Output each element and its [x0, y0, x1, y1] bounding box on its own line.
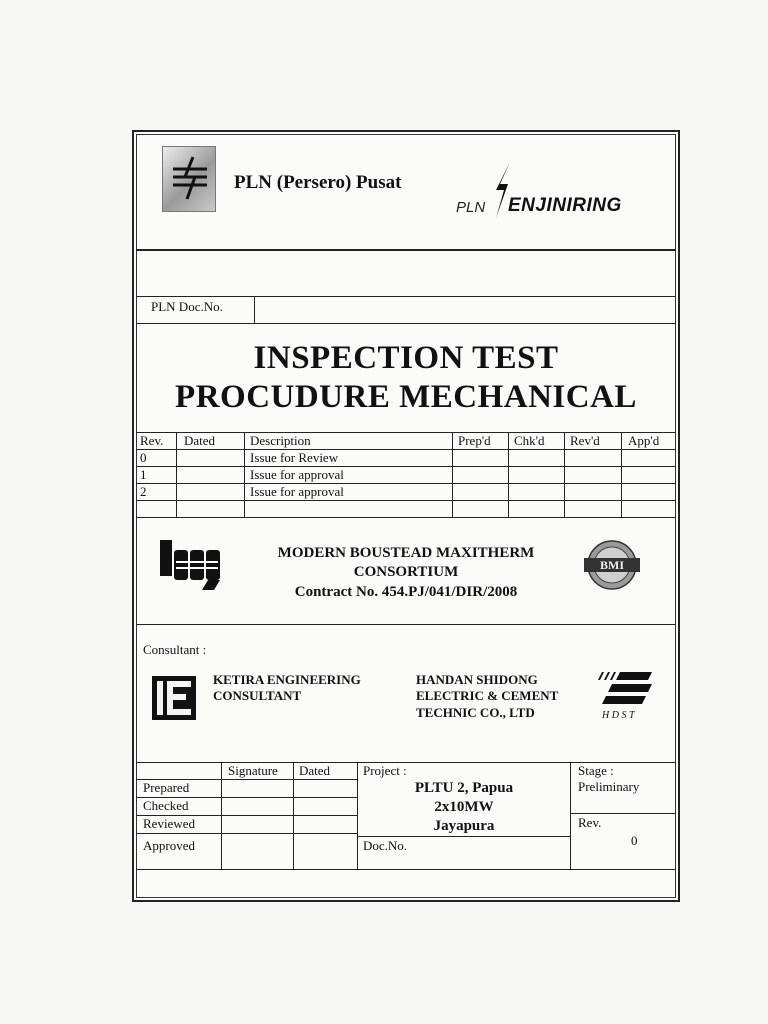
project-line2: 2x10MW	[434, 799, 494, 815]
reviewed-label: Reviewed	[143, 816, 195, 831]
project-line1: PLTU 2, Papua	[414, 780, 514, 796]
handan-name-line2: ELECTRIC & CEMENT	[416, 688, 559, 703]
header-divider	[136, 249, 676, 251]
consortium-name-line2: CONSORTIUM	[353, 564, 459, 580]
rev-header-description: Description	[250, 433, 311, 448]
rev-value: 0	[631, 833, 638, 848]
organization-title: PLN (Persero) Pusat	[234, 172, 402, 193]
rev-row-number: 0	[140, 450, 147, 465]
approved-label: Approved	[143, 838, 195, 853]
stage-value: Preliminary	[578, 779, 640, 794]
bmi-seal-logo	[580, 538, 644, 592]
consortium-name-line1: MODERN BOUSTEAD MAXITHERM	[277, 545, 535, 561]
checked-label: Checked	[143, 798, 189, 813]
dated-column-header: Dated	[299, 763, 331, 778]
ketira-name-line1: KETIRA ENGINEERING	[213, 672, 361, 687]
handan-name-line3: TECHNIC CO., LTD	[416, 705, 535, 720]
document-title-line1: INSPECTION TEST	[253, 340, 559, 376]
contract-number: Contract No. 454.PJ/041/DIR/2008	[294, 584, 518, 600]
hdst-logo	[592, 670, 658, 722]
handan-name-line1: HANDAN SHIDONG	[416, 672, 538, 687]
ketira-name-line2: CONSULTANT	[213, 688, 302, 703]
project-line3: Jayapura	[433, 818, 495, 834]
blank-row-divider	[136, 296, 676, 297]
rev-row-description: Issue for Review	[250, 450, 339, 465]
rev-row-number: 1	[140, 467, 147, 482]
stage-label: Stage :	[578, 763, 614, 778]
rev-header-appd: App'd	[628, 433, 660, 448]
rev-row-number: 2	[140, 484, 147, 499]
rev-header-chkd: Chk'd	[514, 433, 545, 448]
svg-text:BMI: BMI	[600, 558, 624, 572]
rev-header-rev: Rev.	[140, 433, 164, 448]
project-docno-label: Doc.No.	[363, 838, 408, 853]
consultant-label: Consultant :	[143, 642, 207, 657]
pln-logo	[162, 146, 216, 212]
rev-label: Rev.	[578, 815, 602, 830]
prepared-label: Prepared	[143, 780, 190, 795]
rev-header-prepd: Prep'd	[458, 433, 491, 448]
signature-column-header: Signature	[228, 763, 278, 778]
rev-header-dated: Dated	[184, 433, 216, 448]
pln-docno-label: PLN Doc.No.	[151, 299, 223, 314]
consortium-bottom-line	[136, 624, 676, 625]
ketira-logo	[152, 676, 196, 720]
docno-separator	[254, 296, 255, 323]
enjiniring-name: ENJINIRING	[508, 195, 622, 216]
document-title-line2: PROCUDURE MECHANICAL	[175, 379, 637, 415]
docno-bottom-line	[136, 323, 676, 324]
rev-row-description: Issue for approval	[250, 467, 344, 482]
svg-text:H D S T: H D S T	[602, 710, 635, 721]
rev-header-revd: Rev'd	[570, 433, 600, 448]
rev-row-description: Issue for approval	[250, 484, 344, 499]
enjiniring-prefix: PLN	[456, 199, 486, 216]
project-label: Project :	[363, 763, 407, 778]
